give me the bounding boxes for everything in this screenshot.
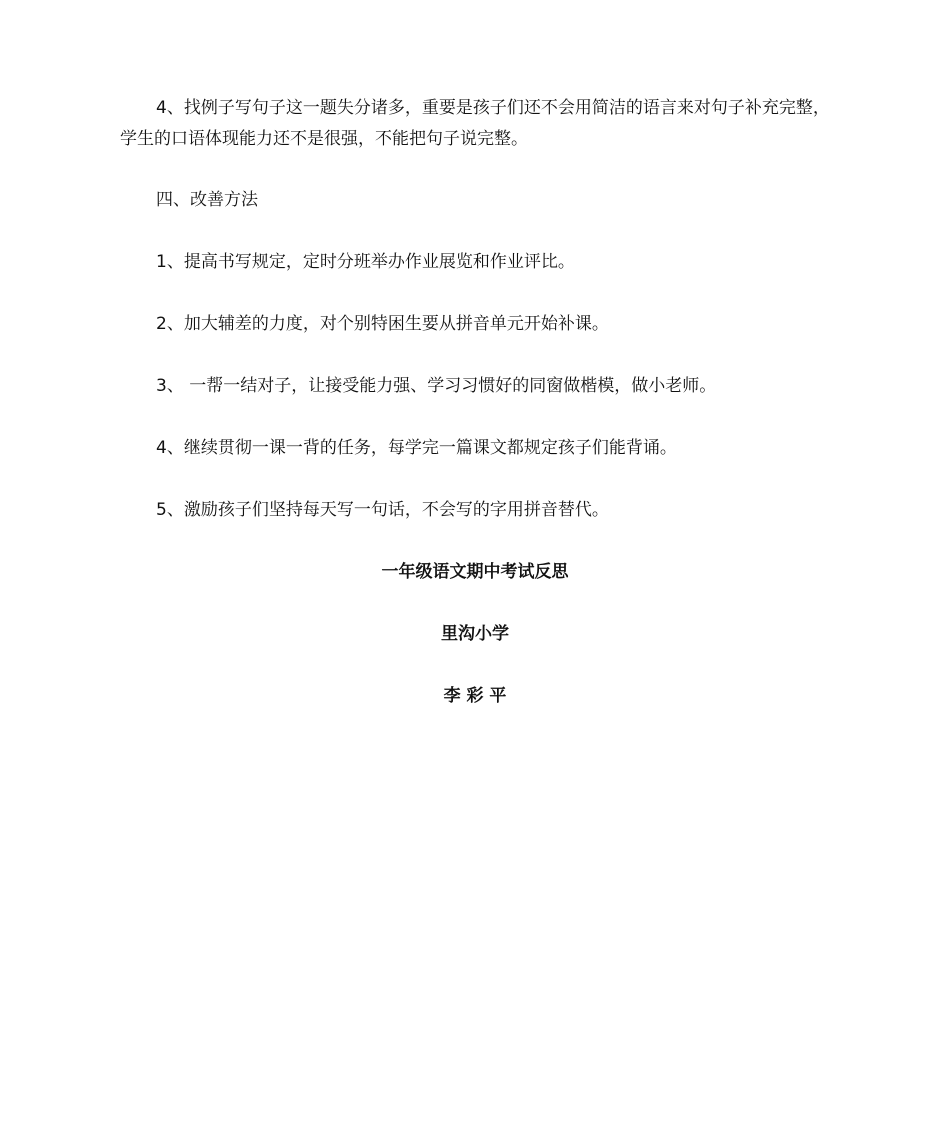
document-title: 一年级语文期中考试反思 <box>381 562 569 582</box>
paragraph-improvement-1: 1、提高书写规定，定时分班举办作业展览和作业评比。 <box>156 252 575 272</box>
paragraph-improvement-4: 4、继续贯彻一课一背的任务，每学完一篇课文都规定孩子们能背诵。 <box>156 438 677 458</box>
author-name: 李 彩 平 <box>443 686 507 706</box>
paragraph-item-4-analysis: 4、找例子写句子这一题失分诸多，重要是孩子们还不会用简洁的语言来对句子补充完整，学生的口语体现能力还不是很强，不能把句子说完整。 <box>120 98 830 149</box>
school-name: 里沟小学 <box>441 624 509 644</box>
paragraph-improvement-3: 3、 一帮一结对子，让接受能力强、学习习惯好的同窗做楷模，做小老师。 <box>156 376 717 396</box>
paragraph-improvement-5: 5、激励孩子们坚持每天写一句话，不会写的字用拼音替代。 <box>156 500 609 520</box>
section-heading-improvement: 四、改善方法 <box>156 190 258 210</box>
paragraph-improvement-2: 2、加大辅差的力度，对个别特困生要从拼音单元开始补课。 <box>156 314 609 334</box>
